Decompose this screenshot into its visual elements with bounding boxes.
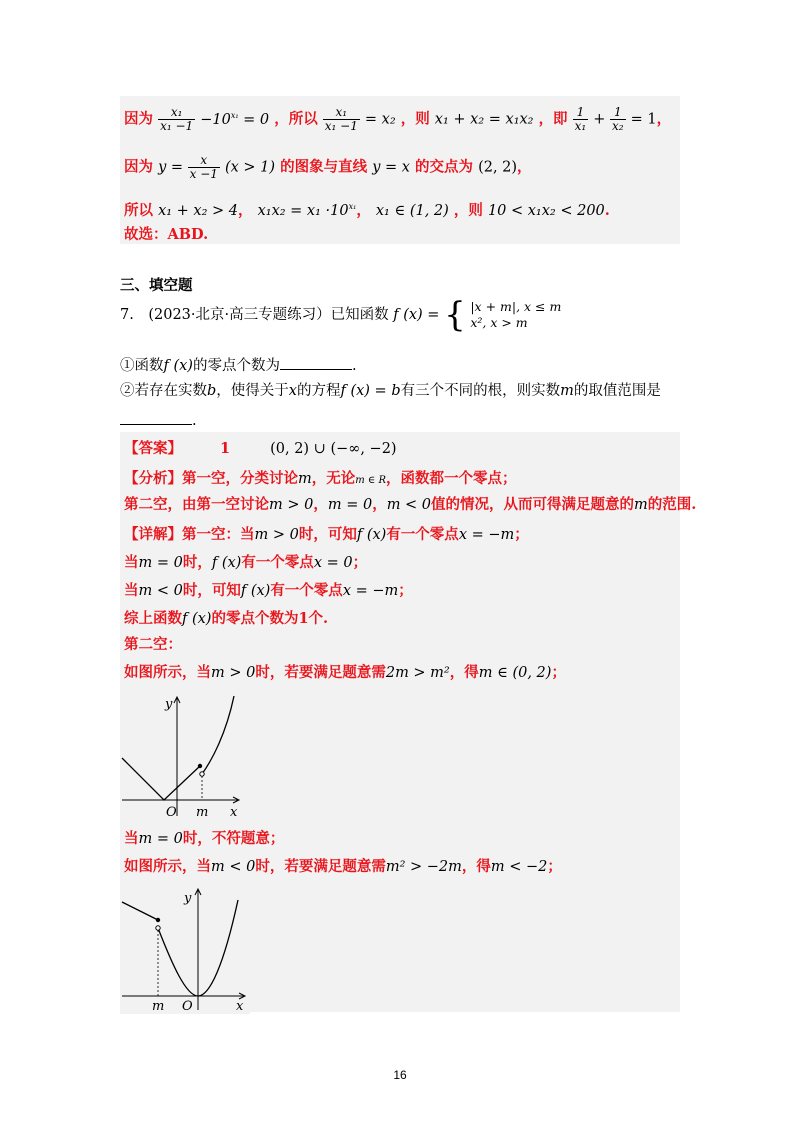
detail-line-6: 如图所示，当m > 0时，若要满足题意需2m > m²，得m ∈ (0, 2)； — [124, 664, 566, 681]
graph2-m-label: m — [152, 999, 165, 1014]
fraction: $\frac{1}{\text{x₁}}$ — [574, 105, 587, 133]
solution-line-2: 因为 y = $\frac{x}{x -1}$ (x > 1) 的图象与直线 y = x 的交点为 (2, 2)， — [124, 153, 532, 181]
analysis-line-2: 第二空，由第一空讨论m > 0，m = 0，m < 0值的情况，从而可得满足题意的m的范围. — [124, 496, 697, 513]
graph2-y-label: y — [184, 891, 192, 906]
question-part-2: ②若存在实数b，使得关于x的方程f (x) = b有三个不同的根，则实数m的取值范围是 — [120, 383, 661, 399]
question-stem: 7. (2023·北京·高三专题练习）已知函数 f (x) = { |x + m|, x ≤ m x², x > m — [120, 295, 562, 335]
detail-line-8: 如图所示，当m < 0时，若要满足题意需m² > −2m，得m < −2； — [124, 858, 562, 875]
question-part-2-blank: . — [120, 410, 197, 430]
answer-line: 【答案】 1 (0, 2) ∪ (−∞, −2) — [124, 440, 397, 457]
detail-line-2: 当m = 0时，f (x)有一个零点x = 0； — [124, 554, 368, 571]
fraction: $\frac{\text{x₁}}{\text{x₁ −1}}$ — [324, 105, 358, 133]
detail-line-7: 当m = 0时，不符题意； — [124, 830, 285, 847]
solution-line-3: 所以 x₁ + x₂ > 4， $x_1x_2 = x_1 \cdot 10^{x_1}$， x₁ ∈ (1, 2) ，则 10 < x₁x₂ < 200. — [124, 201, 610, 219]
solution-line-1: 因为 $\frac{\text{x₁}}{\text{x₁ −1}}$ $-10^{x_1} = 0$ ，所以 $\frac{\text{x₁}}{\text{x₁ −1}}$ = x₂ ，则 x₁ + x₂ = x₁x₂ ，即 $\frac{1}{\text{x₁}}$ + $\frac{1}{\text{x₂}}$ = 1， — [124, 105, 672, 133]
section-heading: 三、填空题 — [120, 277, 193, 294]
detail-line-3: 当m < 0时，可知f (x)有一个零点x = −m； — [124, 582, 413, 599]
graph-m-positive-svg — [120, 690, 244, 820]
graph-m-positive — [120, 690, 244, 820]
fraction: $\frac{x}{x -1}$ — [189, 153, 218, 181]
fraction: $\frac{1}{\text{x₂}}$ — [612, 105, 624, 133]
detail-line-5: 第二空： — [124, 636, 182, 653]
page-number: 16 — [393, 1068, 407, 1082]
graph-m-negative — [120, 884, 250, 1014]
graph1-y-label: y — [165, 697, 173, 712]
piecewise-cases: |x + m|, x ≤ m x², x > m — [470, 299, 562, 330]
solution-choice: 故选：ABD. — [124, 226, 209, 243]
graph1-m-label: m — [196, 805, 209, 820]
piecewise-brace: { — [444, 295, 466, 335]
analysis-line-1: 【分析】第一空，分类讨论m，无论m ∈ R，函数都一个零点； — [124, 470, 517, 487]
detail-line-4: 综上函数f (x)的零点个数为1个. — [124, 610, 329, 627]
graph-m-negative-svg — [120, 884, 250, 1014]
answer-blank[interactable] — [120, 410, 192, 425]
fraction: $\frac{\text{x₁}}{\text{x₁ −1}}$ — [160, 105, 194, 133]
graph2-x-label: x — [236, 999, 244, 1014]
graph2-origin-label: O — [182, 999, 193, 1014]
graph1-origin-label: O — [166, 805, 177, 820]
answer-blank[interactable] — [280, 355, 352, 370]
graph1-x-label: x — [230, 805, 238, 820]
detail-line-1: 【详解】第一空：当m > 0时，可知f (x)有一个零点x = −m； — [124, 526, 529, 543]
question-part-1: ①函数f (x)的零点个数为 . — [120, 355, 357, 375]
